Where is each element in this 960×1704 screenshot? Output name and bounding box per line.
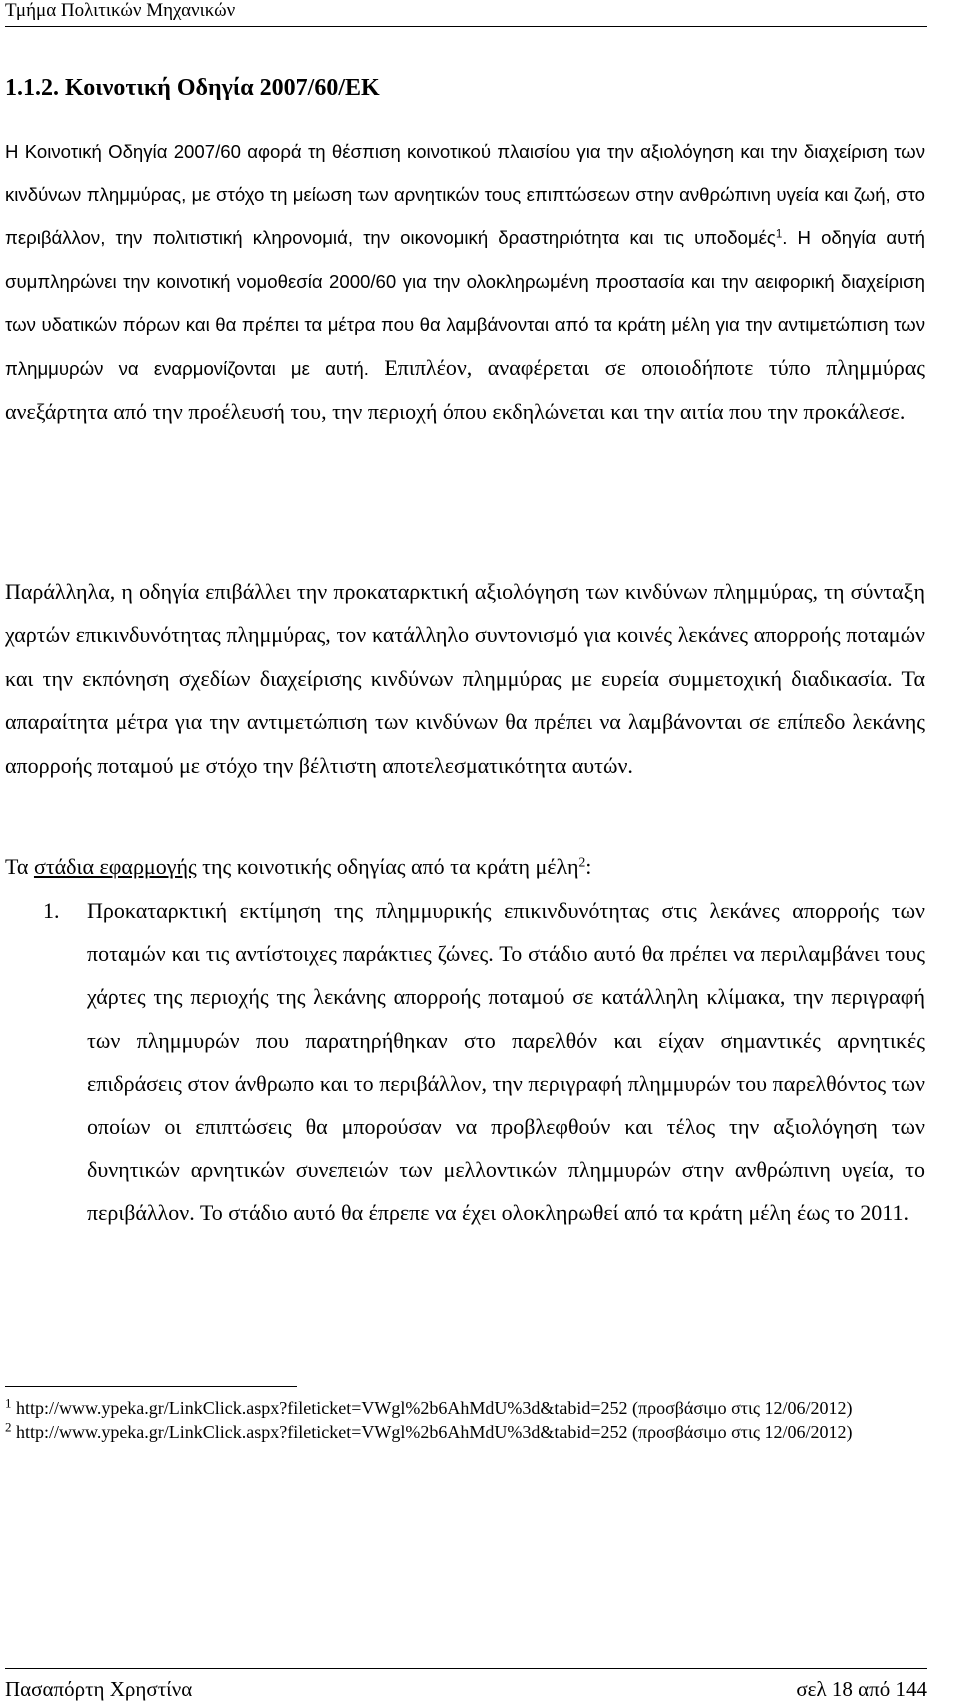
paragraph-text: Τα απαραίτητα μέτρα για την αντιμετώπιση των κινδύνων θα πρέπει να λαμβάνονται σε επίπεδο λεκάνης απορροής ποταμού με στόχο την βέλτιστη αποτελεσματικότητα αυτών. [5,665,926,778]
stage-list [5,889,925,1235]
footnote-marker: 1 [5,1395,12,1411]
footnote-ref[interactable]: 1 [775,229,783,242]
footer-author: Πασαπόρτη Χρηστίνα [5,1677,193,1701]
paragraph-directive-scope [5,130,925,434]
running-footer [5,1668,927,1703]
list-item-number: 1. [43,898,60,923]
stages-intro [5,846,591,888]
footnote-link[interactable]: http://www.ypeka.gr/LinkClick.aspx?fileticket=VWgl%2b6AhMdU%3d&tabid=252 (προσβάσιμο στις 12/06/2012) [15,1422,853,1442]
paragraph-text: Επιπλέον, αναφέρεται σε οποιοδήποτε τύπο πλημμύρας ανεξάρτητα από την προέλευσή του, την περιοχή όπου εκδηλώνεται και την αιτία που την προκάλεσε. [5,355,925,425]
running-header [5,0,927,27]
list-item-text: Προκαταρκτική εκτίμηση της πλημμυρικής επικινδυνότητας στις λεκάνες απορροής των ποταμών και τις αντίστοιχες παράκτιες ζώνες. Το στάδιο αυτό θα πρέπει να περιλαμβάνει τους χάρτες της περιοχής της λεκάνης απορροής ποταμού σε κατάλληλη κλίμακα, την περιγραφή των πλημμυρών που παρατηρήθηκαν στο παρελθόν και είχαν σημαντικές αρνητικές επιδράσεις στον άνθρωπο και το περιβάλλον, την περιγραφή πλημμυρών του παρελθόντος των οποίων οι επιπτώσεις θα μπορούσαν να προβλεφθούν και τέλος την αξιολόγηση των δυνητικών αρνητικών συνεπειών των μελλοντικών πλημμυρών στην ανθρώπινη υγεία, το περιβάλλον. Το στάδιο αυτό θα έπρεπε να έχει ολοκληρωθεί από τα κράτη μέλη έως το 2011. [87,898,925,1226]
footnotes [5,1396,885,1444]
stages-intro-text: της κοινοτικής οδηγίας από τα κράτη μέλη [196,854,579,879]
paragraph-directive-requirements [5,571,925,788]
stages-underlined-term: στάδια εφαρμογής [33,854,197,879]
header-department: Τμήμα Πολιτικών Μηχανικών [5,0,236,21]
footnote-separator [5,1386,297,1387]
paragraph-text: . Η οδηγία αυτή συμπληρώνει την κοινοτική νομοθεσία 2000/60 για την ολοκληρωμένη προστασία και την αειφορική διαχείριση των υδατικών πόρων και θα πρέπει τα μέτρα που θα λαμβάνονται από τα κράτη μέλη για την αντιμετώπιση των πλημμυρών να εναρμονίζονται με αυτή. [5,227,926,380]
footnote-item [5,1396,885,1420]
list-item [5,889,925,1235]
footnote-marker: 2 [5,1419,12,1435]
paragraph-text: Παράλληλα, η οδηγία επιβάλλει την προκαταρκτική αξιολόγηση των κινδύνων πλημμύρας, τη σύνταξη χαρτών επικινδυνότητας πλημμύρας, τον κατάλληλο συντονισμό για κοινές λεκάνες απορροής ποταμών και την εκπόνηση σχεδίων διαχείρισης κινδύνων πλημμύρας με ευρεία συμμετοχική διαδικασία. [5,579,925,691]
paragraph-text: Η Κοινοτική Οδηγία 2007/60 αφορά τη θέσπιση κοινοτικού πλαισίου για την αξιολόγηση και την διαχείριση των κινδύνων πλημμύρας, με στόχο τη μείωση των αρνητικών τους επιπτώσεων στην ανθρώπινη υγεία και ζωή, στο περιβάλλον, την πολιτιστική κληρονομιά, την οικονομική δραστηριότητα και τις υποδομές [5,141,925,249]
footnote-item [5,1420,885,1444]
stages-intro-colon: : [585,854,592,879]
page-number: σελ 18 από 144 [796,1677,927,1701]
footnote-ref[interactable]: 2 [578,854,586,870]
footnote-link[interactable]: http://www.ypeka.gr/LinkClick.aspx?fileticket=VWgl%2b6AhMdU%3d&tabid=252 (προσβάσιμο στις 12/06/2012) [15,1398,853,1418]
section-heading: 1.1.2. Κοινοτική Οδηγία 2007/60/ΕΚ [5,75,380,101]
stages-intro-text: Τα [5,854,34,879]
